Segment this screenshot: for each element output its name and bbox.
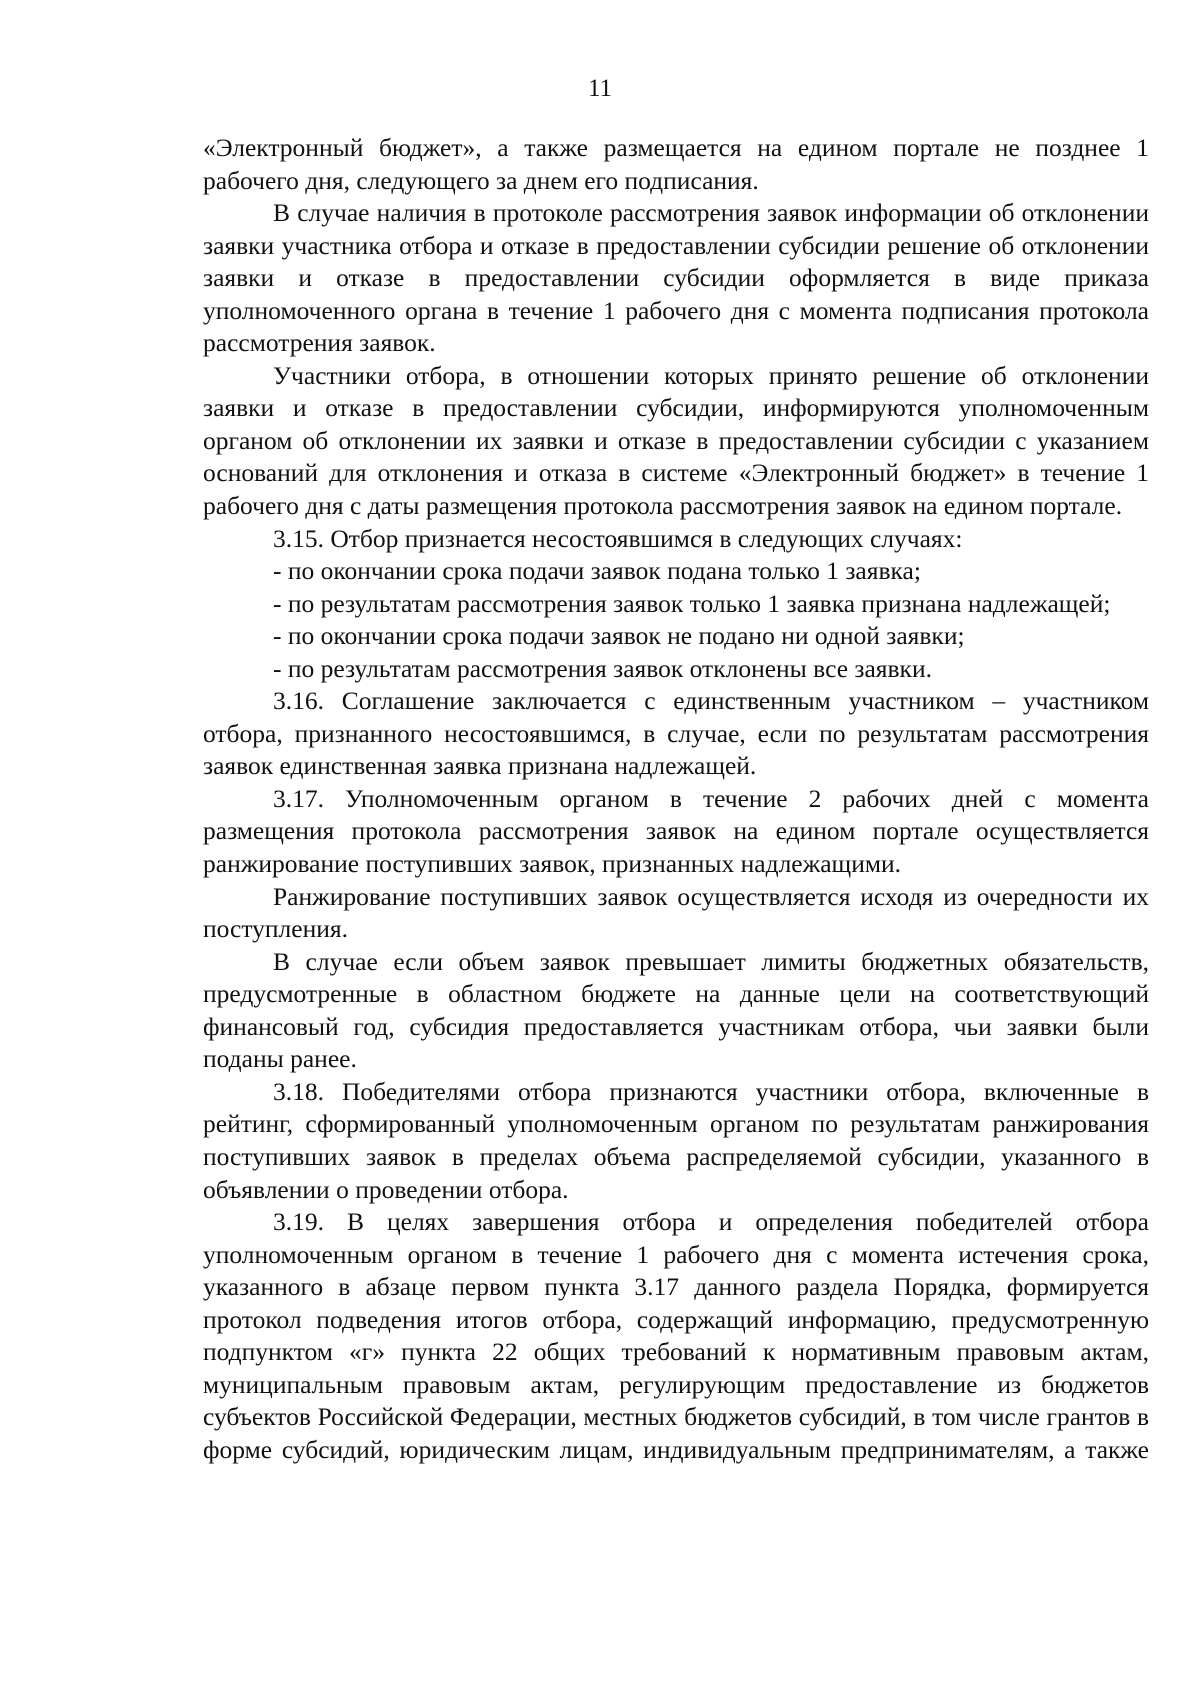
paragraph-3-15: 3.15. Отбор признается несостоявшимся в следующих случаях:: [273, 523, 963, 553]
paragraph-budget-limits: В случае если объем заявок превышает лимиты бюджетных обязательств, предусмотренные в областном бюджете на данные цели на соответствующий финансовый год, субсидия предоставляется участникам отбора, чьи заявки были поданы ранее.: [203, 946, 1149, 1074]
paragraph-3-18: 3.18. Победителями отбора признаются участники отбора, включенные в рейтинг, сформированный уполномоченным органом по результатам ранжирования поступивших заявок в пределах объема распределяемой субсидии, указанного в объявлении о проведении отбора.: [203, 1076, 1149, 1204]
paragraph-3-16: 3.16. Соглашение заключается с единственным участником – участником отбора, признанного несостоявшимся, в случае, если по результатам рассмотрения заявок единственная заявка признана надлежащей.: [203, 686, 1149, 781]
paragraph-rejection-decision: В случае наличия в протоколе рассмотрения заявок информации об отклонении заявки участника отбора и отказе в предоставлении субсидии решение об отклонении заявки и отказе в предоставлении субсидии оформляется в виде приказа уполномоченного органа в течение 1 рабочего дня с момента подписания протокола рассмотрения заявок.: [203, 198, 1149, 358]
paragraph-ranking: Ранжирование поступивших заявок осуществляется исходя из очередности их поступления.: [203, 881, 1149, 944]
paragraph-3-17: 3.17. Уполномоченным органом в течение 2 рабочих дней с момента размещения протокола рассмотрения заявок на едином портале осуществляется ранжирование поступивших заявок, признанных надлежащими.: [203, 783, 1149, 879]
paragraph-participants-informed: Участники отбора, в отношении которых принято решение об отклонении заявки и отказе в предоставлении субсидии, информируются уполномоченным органом об отклонении их заявки и отказе в предоставлении субсидии с указанием оснований для отклонения и отказа в системе «Электронный бюджет» в течение 1 рабочего дня с даты размещения протокола рассмотрения заявок на едином портале.: [203, 360, 1149, 521]
paragraph-continuation: «Электронный бюджет», а также размещается на едином портале не позднее 1 рабочего дня, следующего за днем его подписания.: [203, 133, 1149, 195]
page-number: 11: [587, 75, 613, 102]
list-item-no-applications: - по окончании срока подачи заявок не подано ни одной заявки;: [273, 621, 965, 651]
document-body: [203, 132, 1149, 1466]
list-item-all-rejected: - по результатам рассмотрения заявок отклонены все заявки.: [273, 653, 932, 683]
list-item-single-application: - по окончании срока подачи заявок подана только 1 заявка;: [273, 556, 921, 586]
paragraph-3-19: 3.19. В целях завершения отбора и определения победителей отбора уполномоченным органом в течение 1 рабочего дня с момента истечения срока, указанного в абзаце первом пункта 3.17 данного раздела Порядка, формируется протокол подведения итогов отбора, содержащий информацию, предусмотренную подпунктом «г» пункта 22 общих требований к нормативным правовым актам, муниципальным правовым актам, регулирующим предоставление из бюджетов субъектов Российской Федерации, местных бюджетов субсидий, в том числе грантов в форме субсидий, юридическим лицам, индивидуальным предпринимателям, а также: [203, 1207, 1149, 1464]
list-item-single-proper-application: - по результатам рассмотрения заявок только 1 заявка признана надлежащей;: [273, 588, 1111, 618]
